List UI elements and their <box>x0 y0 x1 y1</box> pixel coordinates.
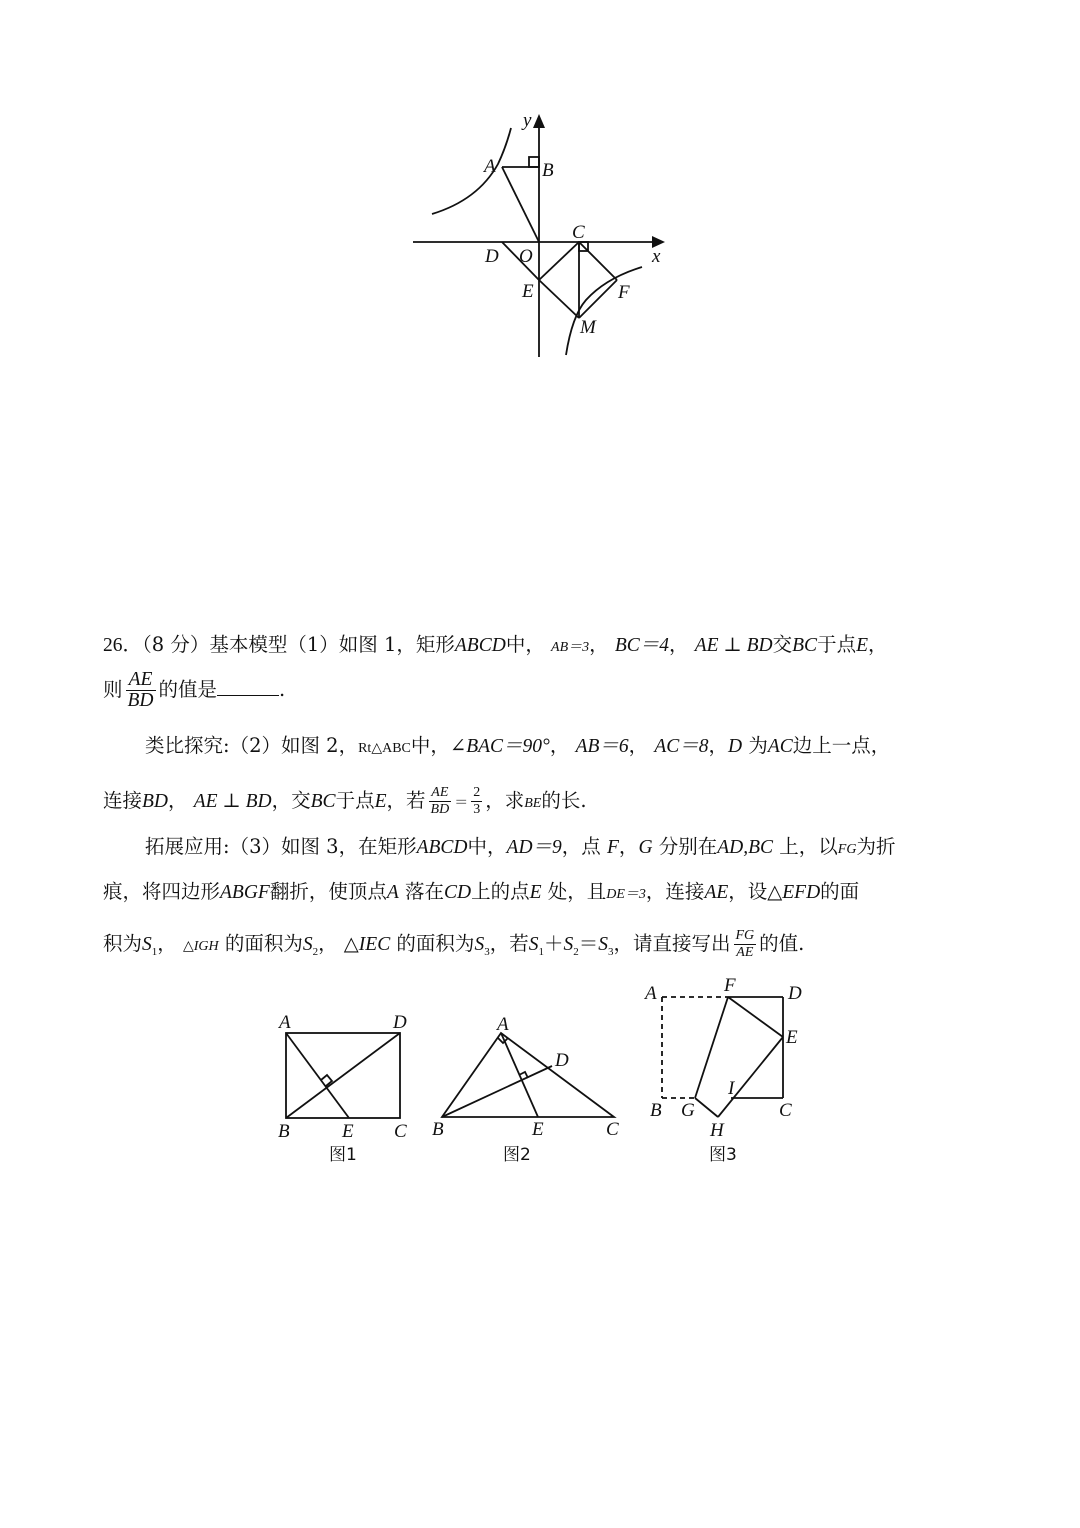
part2-ask: ，求 <box>485 789 525 812</box>
part3-s-6: S <box>598 934 608 955</box>
problem-line-3: 类比探究:（2）如图 2，Rt△ABC中，∠BAC＝90°， AB＝6， AC＝8，D 为AC边上一点， <box>145 734 891 757</box>
part1-tail3: ， <box>868 633 888 656</box>
part3-sub2b: 2 <box>573 945 579 958</box>
fig1-label-d: D <box>393 1012 407 1033</box>
part1-ab: AB＝3 <box>551 640 590 655</box>
part2-bd: BD <box>142 791 169 812</box>
part3-frac-den: AE <box>736 945 754 960</box>
part1-e: E <box>856 635 868 656</box>
fig1-segment-ae <box>286 1033 349 1118</box>
fig3-segment-gh <box>695 1098 718 1117</box>
label-m: M <box>580 317 596 338</box>
part2-val-num: 2 <box>473 785 481 800</box>
part1-bc2: BC <box>792 635 818 656</box>
part2-frac-den: BD <box>430 802 450 817</box>
part3-a: A <box>386 882 399 903</box>
coordinate-figure <box>400 100 680 370</box>
fig3-label-b: B <box>650 1100 662 1121</box>
part3-f: F <box>607 837 619 858</box>
fig2-label-e: E <box>532 1119 544 1140</box>
part3-sub2: 2 <box>312 945 319 958</box>
part3-l2f: ，连接 <box>645 880 705 903</box>
part3-frac-num: FG <box>735 928 755 943</box>
fig3-label-h: H <box>710 1120 724 1141</box>
part3-e: E <box>529 882 542 903</box>
part3-rect: ABCD <box>416 837 468 858</box>
fig3-caption: 图3 <box>709 1145 737 1165</box>
part3-l3e: ，请直接写出 <box>613 932 731 955</box>
segment-ec <box>539 242 579 280</box>
part2-d-text2: 边上一点， <box>792 734 891 757</box>
part3-l2g: ，设△ <box>728 880 783 903</box>
part1-bc: BC＝4 <box>614 635 670 656</box>
part3-l3f: 的值. <box>759 932 805 955</box>
segment-mf <box>579 280 617 318</box>
hyperbola-upper-branch <box>432 128 511 214</box>
fig2-label-c: C <box>606 1119 619 1140</box>
segment-em <box>539 280 579 318</box>
fig3-segment-eh <box>718 1037 783 1117</box>
label-x: x <box>652 246 661 267</box>
problem-line-5: 拓展应用:（3）如图 3，在矩形ABCD中，AD＝9，点 F，G 分别在AD,BC 上，以FG为折 <box>145 835 896 858</box>
fig3-label-d: D <box>788 983 802 1004</box>
part2-if: ，若 <box>386 789 426 812</box>
part3-cd: CD <box>444 882 472 903</box>
label-y: y <box>523 110 532 131</box>
bottom-figures <box>260 975 820 1175</box>
part3-l2e: 处，且 <box>547 880 607 903</box>
fig1-label-e: E <box>342 1121 354 1142</box>
problem-points: （8 分） <box>142 633 210 656</box>
label-d: D <box>485 246 499 267</box>
part3-l3d: ，若 <box>489 932 529 955</box>
part2-perp: AE ⊥ BD <box>193 791 272 812</box>
part3-efd: EFD <box>782 882 821 903</box>
part1-ask: 的值是 <box>158 678 218 701</box>
part1-tail: 交 <box>772 633 793 656</box>
part1-end: . <box>279 678 286 701</box>
fig3-label-g: G <box>681 1100 695 1121</box>
part2-at: 于点 <box>335 789 375 812</box>
part2-rt: Rt△ABC <box>358 741 411 756</box>
fig1-label-b: B <box>278 1121 290 1142</box>
part3-on: 分别在 <box>658 835 718 858</box>
label-f: F <box>618 282 630 303</box>
part3-adbc: AD,BC <box>717 837 774 858</box>
problem-line-4: 连接BD， AE ⊥ BD，交BC于点E，若 $\frac{AE}{BD}$ ＝ $\frac{2}{3}$ ，求BE的长. <box>103 785 587 817</box>
figure-3 <box>662 997 783 1117</box>
part2-val-den: 3 <box>473 802 481 817</box>
part2-ac: AC＝8 <box>654 736 709 757</box>
label-b: B <box>542 160 554 181</box>
fig1-label-a: A <box>279 1012 291 1033</box>
part3-fraction <box>734 928 757 961</box>
part3-g: G <box>638 837 653 858</box>
part2-eq: ＝ <box>454 795 469 811</box>
part2-d-text: 为 <box>748 734 768 757</box>
right-angle-b <box>529 157 539 167</box>
part2-e: E <box>374 791 387 812</box>
figure-1 <box>286 1033 400 1118</box>
fig2-label-d: D <box>555 1050 569 1071</box>
y-axis-arrow <box>533 114 545 128</box>
part1-lead: 基本模型（1）如图 1，矩形 <box>209 633 455 656</box>
part3-ae: AE <box>704 882 729 903</box>
fig3-label-a: A <box>645 983 657 1004</box>
part3-on2: 上，以 <box>779 835 838 858</box>
label-a: A <box>484 156 496 177</box>
part3-pts: ，点 <box>561 835 601 858</box>
fig2-caption: 图2 <box>503 1145 531 1165</box>
part1-tail2: 于点 <box>817 633 857 656</box>
part3-fg: FG <box>837 842 857 857</box>
segment-ao <box>502 167 539 242</box>
segment-cf <box>579 242 617 280</box>
part3-lead: 拓展应用:（3）如图 3，在矩形 <box>145 835 417 858</box>
problem-number: 26． <box>103 635 143 656</box>
part2-fraction <box>429 785 452 818</box>
part2-cross: ，交 <box>271 789 311 812</box>
fig2-label-b: B <box>432 1119 444 1140</box>
part3-l2b: 翻折，使顶点 <box>269 880 387 903</box>
part2-d: D <box>728 736 743 757</box>
fig3-segment-fg <box>695 997 728 1098</box>
part3-ad: AD＝9 <box>506 837 562 858</box>
part3-sub3: 3 <box>484 945 490 958</box>
bottom-figures-svg <box>260 975 820 1175</box>
part3-sub1b: 1 <box>538 945 544 958</box>
figure-2 <box>442 1033 614 1117</box>
part2-ask2: 的长. <box>541 789 587 812</box>
part1-fraction <box>126 670 156 711</box>
part2-line2-lead: 连接 <box>103 789 143 812</box>
part2-ab: AB＝6 <box>575 736 629 757</box>
part3-crease: 为折 <box>856 835 896 858</box>
fig3-label-i: I <box>728 1078 735 1099</box>
part3-s-1: S <box>142 934 152 955</box>
fig3-label-f: F <box>724 975 736 996</box>
problem-line-6 <box>103 880 859 907</box>
part3-l2a: 痕，将四边形 <box>103 880 221 903</box>
hyperbola-lower-branch <box>566 267 642 355</box>
fig1-label-c: C <box>394 1121 407 1142</box>
part3-l3c: 的面积为 <box>396 932 475 955</box>
part2-lead: 类比探究:（2）如图 2， <box>145 734 359 757</box>
part3-l2c: 落在 <box>404 880 444 903</box>
fig1-caption: 图1 <box>329 1145 357 1165</box>
part3-l3a: 积为 <box>103 932 143 955</box>
part3-sub3b: 3 <box>607 945 614 958</box>
label-e: E <box>522 281 534 302</box>
part3-iec: △IEC <box>343 934 391 955</box>
part2-angle: ∠BAC＝90° <box>449 736 550 757</box>
part3-de: DE＝3 <box>606 887 646 902</box>
part1-mid: 中， <box>505 633 545 656</box>
part2-bc: BC <box>310 791 336 812</box>
part3-abgf: ABGF <box>220 882 270 903</box>
part3-s-3: S <box>474 934 485 955</box>
fig1-diagonal-bd <box>286 1033 400 1118</box>
part1-rect: ABCD <box>454 635 506 656</box>
fig3-label-e: E <box>786 1027 798 1048</box>
part3-l2h: 的面 <box>820 880 860 903</box>
label-c: C <box>572 222 585 243</box>
coordinate-figure-svg <box>400 100 680 370</box>
fig2-label-a: A <box>497 1014 509 1035</box>
part2-mid: 中， <box>410 734 450 757</box>
part3-l2d: 上的点 <box>471 880 530 903</box>
part3-s-2: S <box>302 934 313 955</box>
problem-line-7: 积为$S_1$， △IGH 的面积为$S_2$， △IEC 的面积为$S_3$，若$S_1+S_2=S_3$，请直接写出 $\frac{FG}{AE}$ 的值. <box>103 928 805 960</box>
part2-value <box>471 785 482 818</box>
part3-plus: ＋ <box>543 932 564 955</box>
part3-l3b: 的面积为 <box>224 932 303 955</box>
part1-perp: AE ⊥ BD <box>694 635 773 656</box>
part3-s-4: S <box>528 934 539 955</box>
part1-then: 则 <box>103 678 123 701</box>
label-o: O <box>519 246 533 267</box>
fig3-label-c: C <box>779 1100 792 1121</box>
part3-sub1: 1 <box>151 945 158 958</box>
part3-s-5: S <box>563 934 574 955</box>
problem-line-2 <box>103 670 285 711</box>
part2-ac2: AC <box>767 736 793 757</box>
part2-frac-num: AE <box>429 785 452 802</box>
part3-igh: △IGH <box>182 939 219 954</box>
fig3-segment-fe <box>728 997 783 1037</box>
part3-eqs: ＝ <box>578 932 599 955</box>
part2-be: BE <box>524 796 542 811</box>
part1-frac-den: BD <box>127 690 154 711</box>
problem-line-1: 26．（8 分）基本模型（1）如图 1，矩形ABCD中， AB＝3， BC＝4， AE ⊥ BD交BC于点E， <box>103 633 888 656</box>
part3-mid: 中， <box>467 835 507 858</box>
answer-blank[interactable] <box>217 677 279 696</box>
part1-frac-num: AE <box>126 670 156 691</box>
